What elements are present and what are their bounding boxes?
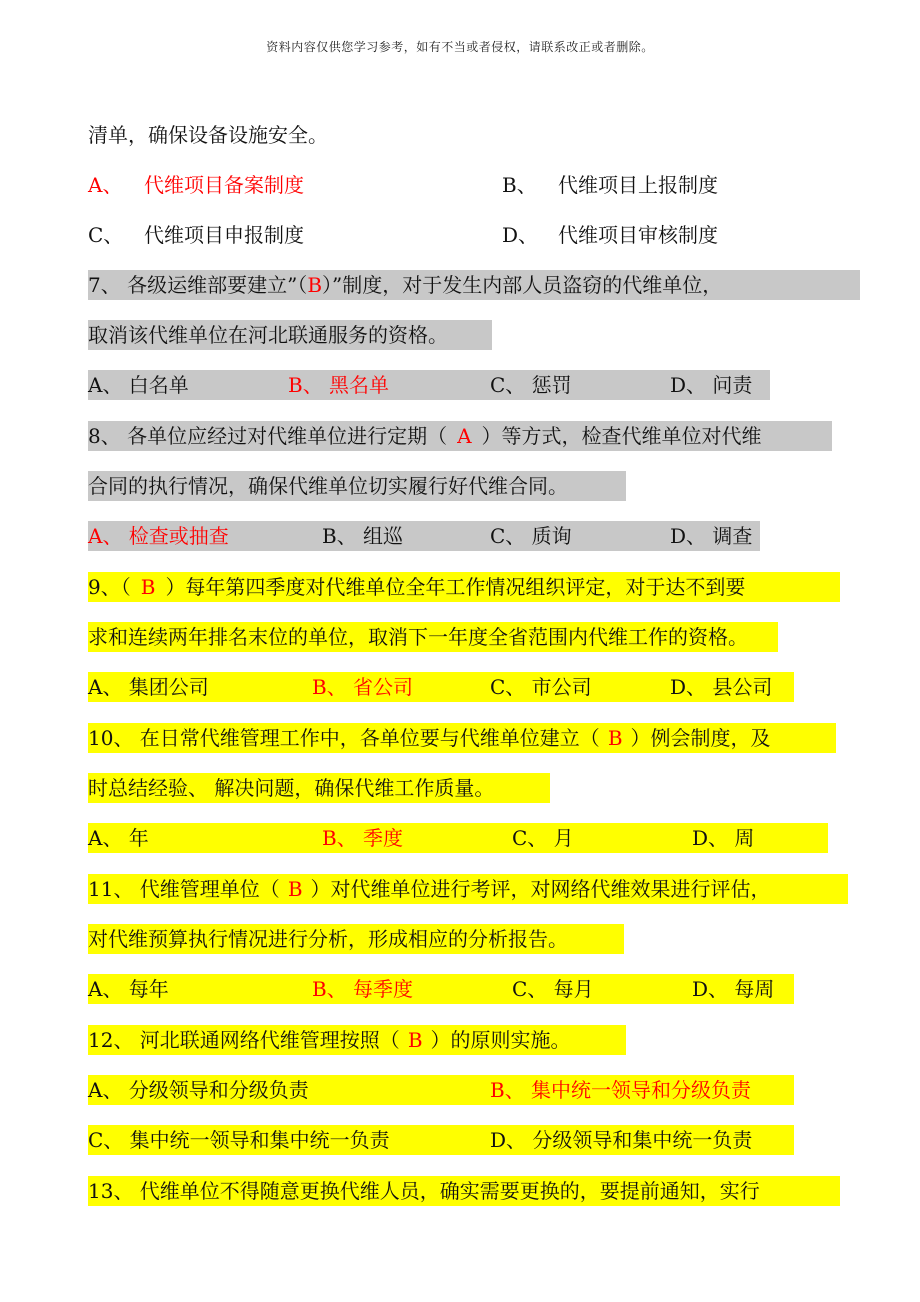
q6-option-c-label: C、 [88,223,124,247]
q6-option-d-label: D、 [502,223,539,247]
q10-stem-post: ）例会制度，及 [630,726,771,750]
q10-stem-pre: 10、 在日常代维管理工作中，各单位要与代维单位建立（ [88,726,600,750]
q8-answer: A [457,424,472,448]
q11-stem-post: ）对代维单位进行考评，对网络代维效果进行评估， [310,877,771,901]
q6-option-a-label: A、 [88,173,123,197]
q9-option-a: A、 集团公司 [88,675,209,699]
q7-option-b: B、 黑名单 [288,373,390,397]
q8-option-d: D、 调查 [670,524,753,548]
q11-stem-line-1 [88,874,848,904]
q8-option-b: B、 组巡 [322,524,404,548]
q7-option-c: C、 惩罚 [490,373,572,397]
q11-option-a: A、 每年 [88,977,169,1001]
q7-answer: B [307,273,323,297]
q6-stem-tail: 清单，确保设备设施安全。 [88,123,328,147]
q13-stem-line-1: 13、 代维单位不得随意更换代维人员，确实需要更换的，要提前通知，实行 [88,1176,840,1206]
q9-option-b: B、 省公司 [312,675,414,699]
q7-stem-line-2: 取消该代维单位在河北联通服务的资格。 [88,320,492,350]
q11-option-c: C、 每月 [512,977,594,1001]
q12-options-row-2 [88,1125,794,1155]
q10-option-b: B、 季度 [322,826,404,850]
q6-option-b-label: B、 [502,173,537,197]
q9-options-row [88,672,794,702]
q12-option-d: D、 分级领导和集中统一负责 [490,1128,753,1152]
q6-option-c: 代维项目申报制度 [144,223,304,247]
q7-option-d: D、 问责 [670,373,753,397]
q8-option-c: C、 质询 [490,524,572,548]
q12-option-c: C、 集中统一领导和集中统一负责 [88,1128,390,1152]
q12-option-b: B、 集中统一领导和分级负责 [490,1078,752,1102]
q12-stem-pre: 12、 河北联通网络代维管理按照（ [88,1028,400,1052]
q10-option-c: C、 月 [512,826,574,850]
q10-stem-line-1 [88,723,836,753]
q11-options-row [88,974,794,1004]
q11-option-b: B、 每季度 [312,977,414,1001]
q6-option-b: 代维项目上报制度 [558,173,718,197]
q8-option-a: A、 检查或抽查 [88,524,229,548]
q9-option-d: D、 县公司 [670,675,773,699]
q9-stem-post: ）每年第四季度对代维单位全年工作情况组织评定，对于达不到要 [165,575,746,599]
q10-option-d: D、 周 [692,826,755,850]
q9-option-c: C、 市公司 [490,675,592,699]
q8-stem-line-1 [88,421,832,451]
q10-options-row [88,823,828,853]
q10-answer: B [607,726,623,750]
q7-options-row [88,370,770,400]
q6-options-row-2 [88,220,848,250]
q8-stem-pre: 8、 各单位应经过对代维单位进行定期（ [88,424,448,448]
q11-answer: B [287,877,303,901]
q12-answer: B [407,1028,423,1052]
q6-options-row-1 [88,170,848,200]
q7-stem-line-1 [88,270,860,300]
q8-options-row [88,521,760,551]
q11-stem-pre: 11、 代维管理单位（ [88,877,280,901]
q10-option-a: A、 年 [88,826,149,850]
q9-stem-line-1 [88,572,840,602]
q9-answer: B [140,575,156,599]
q9-stem-pre: 9、（ [88,575,131,599]
q7-stem-pre: 7、 各级运维部要建立”（ [88,273,308,297]
q7-option-a: A、 白名单 [88,373,189,397]
page-header-disclaimer: 资料内容仅供您学习参考，如有不当或者侵权，请联系改正或者删除。 [266,40,654,54]
q11-stem-line-2: 对代维预算执行情况进行分析，形成相应的分析报告。 [88,924,624,954]
q12-options-row-1 [88,1075,794,1105]
q12-stem [88,1025,626,1055]
q6-option-d: 代维项目审核制度 [558,223,718,247]
q8-stem-post: ）等方式，检查代维单位对代维 [481,424,762,448]
q10-stem-line-2: 时总结经验、 解决问题，确保代维工作质量。 [88,773,550,803]
q9-stem-line-2: 求和连续两年排名末位的单位，取消下一年度全省范围内代维工作的资格。 [88,622,778,652]
q6-option-a: 代维项目备案制度 [144,173,304,197]
q12-stem-post: ）的原则实施。 [430,1028,571,1052]
q7-stem-post: ）”制度，对于发生内部人员盗窃的代维单位， [322,273,723,297]
q8-stem-line-2: 合同的执行情况，确保代维单位切实履行好代维合同。 [88,471,626,501]
q11-option-d: D、 每周 [692,977,775,1001]
q12-option-a: A、 分级领导和分级负责 [88,1078,309,1102]
